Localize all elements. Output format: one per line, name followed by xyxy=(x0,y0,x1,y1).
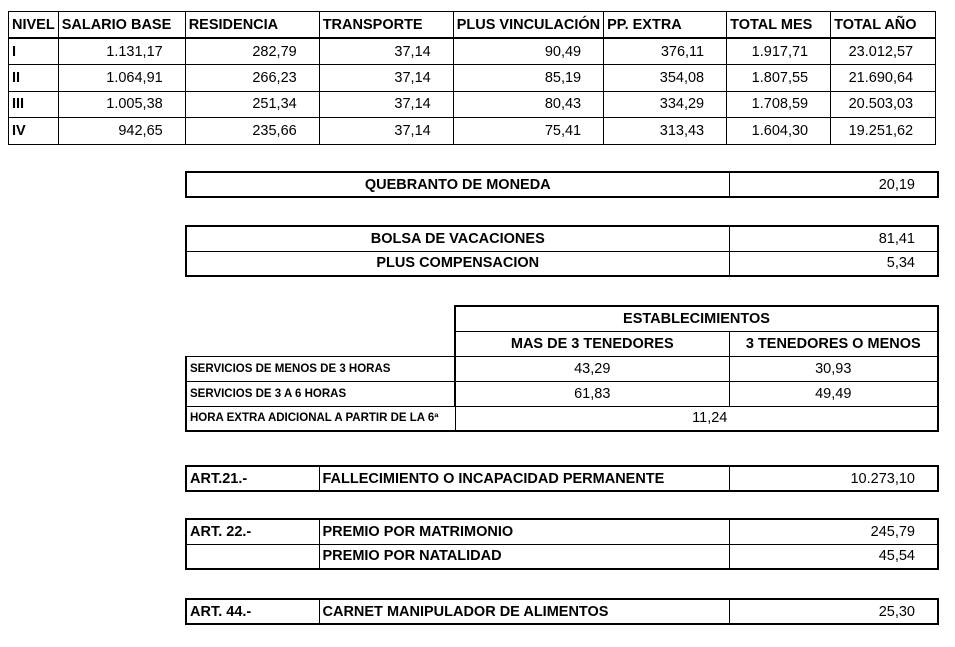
art21-row xyxy=(186,466,938,491)
servicio-value-col1: 43,29 xyxy=(455,356,729,381)
servicio-label: SERVICIOS DE 3 A 6 HORAS xyxy=(186,381,455,406)
empty-cell xyxy=(186,544,319,569)
cell-total-mes: 1.807,55 xyxy=(727,65,831,92)
art44-row xyxy=(186,599,938,624)
cell-plus-vinculacion: 75,41 xyxy=(453,118,603,145)
salary-table xyxy=(8,11,936,145)
art21-label: FALLECIMIENTO O INCAPACIDAD PERMANENTE xyxy=(319,466,729,491)
cell-nivel: II xyxy=(9,65,59,92)
cell-plus-vinculacion: 80,43 xyxy=(453,91,603,118)
table-row xyxy=(9,91,936,118)
cell-nivel: I xyxy=(9,38,59,65)
establecimientos-title: ESTABLECIMIENTOS xyxy=(455,306,938,331)
bolsa-row xyxy=(186,226,938,251)
art44-value: 25,30 xyxy=(729,599,938,624)
cell-plus-vinculacion: 85,19 xyxy=(453,65,603,92)
header-plus-vinculacion: PLUS VINCULACIÓN xyxy=(453,12,603,39)
servicio-label: SERVICIOS DE MENOS DE 3 HORAS xyxy=(186,356,455,381)
plus-compensacion-row xyxy=(186,251,938,276)
header-transporte: TRANSPORTE xyxy=(319,12,453,39)
quebranto-label: QUEBRANTO DE MONEDA xyxy=(186,172,729,197)
cell-pp-extra: 354,08 xyxy=(604,65,727,92)
bolsa-vacaciones-value: 81,41 xyxy=(729,226,938,251)
cell-residencia: 282,79 xyxy=(185,38,319,65)
servicio-value-col2: 49,49 xyxy=(729,381,938,406)
art21-code: ART.21.- xyxy=(186,466,319,491)
table-row xyxy=(9,65,936,92)
cell-salario-base: 1.005,38 xyxy=(58,91,185,118)
establecimientos-header-row xyxy=(186,331,938,356)
cell-residencia: 251,34 xyxy=(185,91,319,118)
table-row xyxy=(9,118,936,145)
bolsa-table xyxy=(185,225,939,277)
cell-residencia: 266,23 xyxy=(185,65,319,92)
cell-nivel: IV xyxy=(9,118,59,145)
cell-transporte: 37,14 xyxy=(319,65,453,92)
premio-natalidad-value: 45,54 xyxy=(729,544,938,569)
premio-matrimonio-value: 245,79 xyxy=(729,519,938,544)
cell-total-mes: 1.708,59 xyxy=(727,91,831,118)
art44-table xyxy=(185,598,939,625)
art21-table xyxy=(185,465,939,492)
plus-compensacion-value: 5,34 xyxy=(729,251,938,276)
cell-nivel: III xyxy=(9,91,59,118)
art44-code: ART. 44.- xyxy=(186,599,319,624)
premio-natalidad-label: PREMIO POR NATALIDAD xyxy=(319,544,729,569)
cell-pp-extra: 334,29 xyxy=(604,91,727,118)
hora-extra-value: 11,24 xyxy=(455,406,938,431)
cell-total-mes: 1.917,71 xyxy=(727,38,831,65)
col-mas-de-3-tenedores: MAS DE 3 TENEDORES xyxy=(455,331,729,356)
empty-cell xyxy=(186,306,455,331)
empty-cell xyxy=(186,331,455,356)
header-salario-base: SALARIO BASE xyxy=(58,12,185,39)
servicio-value-col2: 30,93 xyxy=(729,356,938,381)
table-row xyxy=(9,38,936,65)
cell-total-ano: 23.012,57 xyxy=(831,38,936,65)
cell-salario-base: 942,65 xyxy=(58,118,185,145)
establecimientos-title-row xyxy=(186,306,938,331)
header-pp-extra: PP. EXTRA xyxy=(604,12,727,39)
cell-transporte: 37,14 xyxy=(319,118,453,145)
hora-extra-label: HORA EXTRA ADICIONAL A PARTIR DE LA 6ª xyxy=(186,406,455,431)
cell-salario-base: 1.131,17 xyxy=(58,38,185,65)
quebranto-value: 20,19 xyxy=(729,172,938,197)
quebranto-row xyxy=(186,172,938,197)
cell-total-ano: 20.503,03 xyxy=(831,91,936,118)
art44-label: CARNET MANIPULADOR DE ALIMENTOS xyxy=(319,599,729,624)
art22-row xyxy=(186,519,938,544)
cell-transporte: 37,14 xyxy=(319,38,453,65)
cell-total-ano: 21.690,64 xyxy=(831,65,936,92)
table-header-row xyxy=(9,12,936,39)
art22-row xyxy=(186,544,938,569)
cell-total-ano: 19.251,62 xyxy=(831,118,936,145)
plus-compensacion-label: PLUS COMPENSACION xyxy=(186,251,729,276)
cell-transporte: 37,14 xyxy=(319,91,453,118)
cell-plus-vinculacion: 90,49 xyxy=(453,38,603,65)
col-3-tenedores-o-menos: 3 TENEDORES O MENOS xyxy=(729,331,938,356)
header-total-mes: TOTAL MES xyxy=(727,12,831,39)
table-row xyxy=(186,381,938,406)
hora-extra-row xyxy=(186,406,938,431)
art21-value: 10.273,10 xyxy=(729,466,938,491)
header-residencia: RESIDENCIA xyxy=(185,12,319,39)
cell-total-mes: 1.604,30 xyxy=(727,118,831,145)
premio-matrimonio-label: PREMIO POR MATRIMONIO xyxy=(319,519,729,544)
art22-code: ART. 22.- xyxy=(186,519,319,544)
establecimientos-table xyxy=(185,305,939,432)
cell-salario-base: 1.064,91 xyxy=(58,65,185,92)
art22-table xyxy=(185,518,939,570)
table-row xyxy=(186,356,938,381)
cell-pp-extra: 313,43 xyxy=(604,118,727,145)
quebranto-table xyxy=(185,171,939,198)
cell-residencia: 235,66 xyxy=(185,118,319,145)
servicio-value-col1: 61,83 xyxy=(455,381,729,406)
cell-pp-extra: 376,11 xyxy=(604,38,727,65)
header-nivel: NIVEL xyxy=(9,12,59,39)
header-total-ano: TOTAL AÑO xyxy=(831,12,936,39)
bolsa-vacaciones-label: BOLSA DE VACACIONES xyxy=(186,226,729,251)
